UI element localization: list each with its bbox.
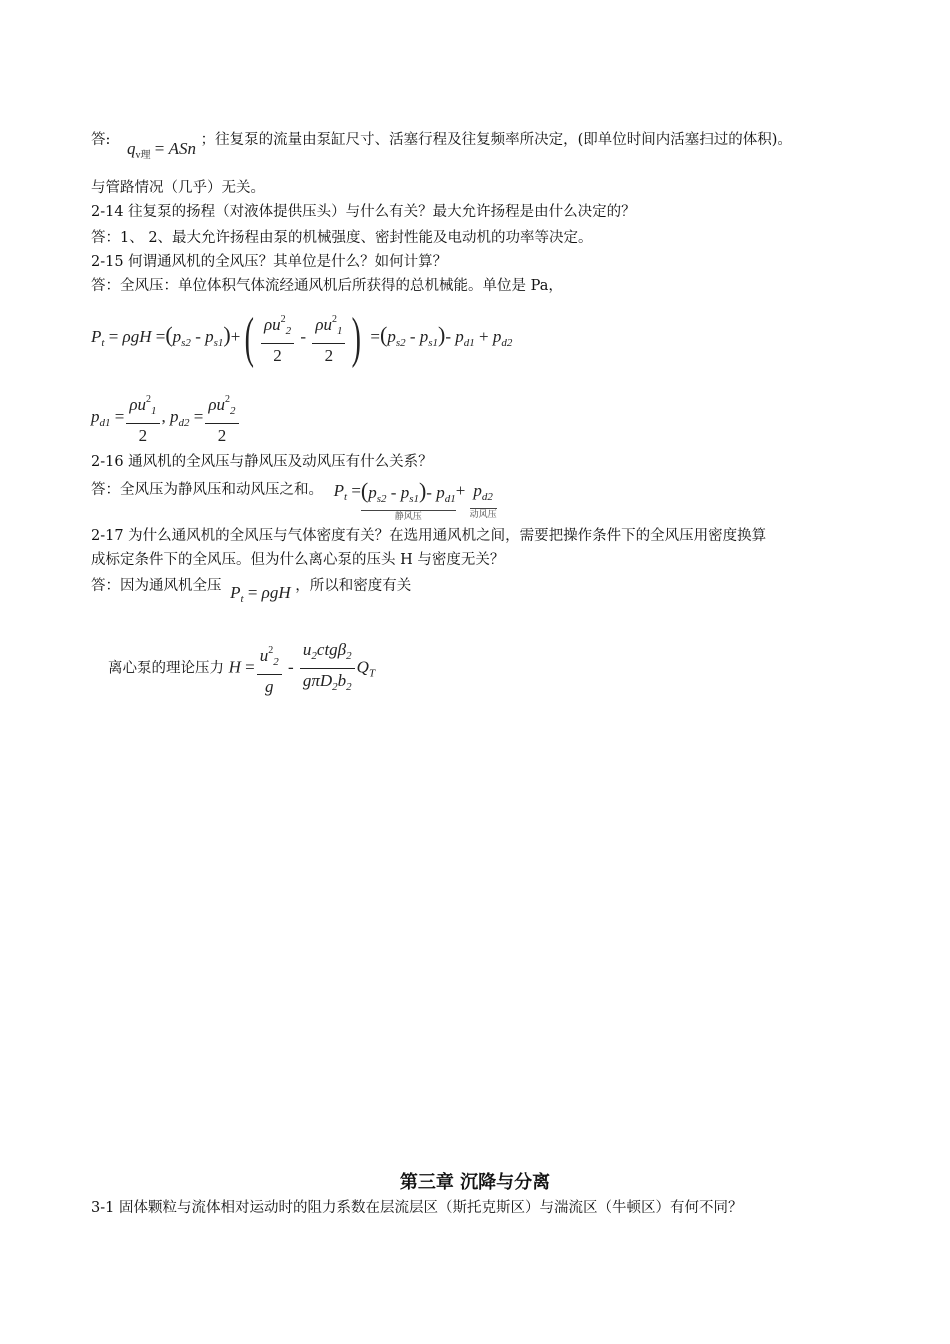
- answer-text: 答：全风压为静风压和动风压之和。: [91, 482, 323, 498]
- answer-pump: [108, 640, 375, 697]
- answer-text: 离心泵的理论压力: [108, 660, 224, 677]
- answer-2-15: 答：全风压：单位体积气体流经通风机后所获得的总机械能。单位是 Pa，: [91, 278, 563, 294]
- chapter-title: 第三章 沉降与分离: [399, 1172, 551, 1193]
- question-2-15: 2-15 何谓通风机的全风压？其单位是什么？如何计算？: [91, 254, 448, 270]
- question-2-16: 2-16 通风机的全风压与静风压及动风压有什么关系？: [91, 454, 433, 470]
- answer-text: 答：因为通风机全压: [91, 578, 222, 594]
- static-pressure-label: 静风压: [394, 512, 422, 522]
- answer-text: ；往复泵的流量由泵缸尺寸、活塞行程及往复频率所决定，(即单位时间内活塞扫过的体积)。: [200, 132, 792, 148]
- formula-dynamic-pressure: $p_{d1}$ = $\frac{\rho u^2_1}{2}$ , $p_{d2}$ = $\frac{\rho u^2_2}{2}$: [91, 390, 241, 446]
- answer-suffix: ，所以和密度有关: [295, 578, 412, 594]
- formula-total-pressure: $P_t = \rho gH =(p_{s2} - p_{s1})+$( $\frac{\rho u^2_2}{2}$ - $\frac{\rho u^2_1}{2}$ ) $=(p_{s2} - p_{s1})-$ $p_{d1} + p_{d2}$: [91, 307, 513, 369]
- formula-pump-head: H = $\frac{u^2_2}{g}$ - $\frac{u_2ctg\beta_2}{g\pi D_2b_2}$ $Q_T$: [228, 640, 376, 696]
- formula-subscript: v理: [135, 150, 151, 161]
- question-2-17-cont: 成标定条件下的全风压。但为什么离心泵的压头 H 与密度无关？: [91, 552, 505, 568]
- answer-prefix: 答:: [91, 132, 111, 148]
- text-line: 与管路情况（几乎）无关。: [91, 180, 265, 196]
- answer-line-1: [91, 130, 792, 166]
- answer-2-14: 答：1、 2、最大允许扬程由泵的机械强度、密封性能及电动机的功率等决定。: [91, 230, 593, 246]
- formula-fan-pressure: $P_t = \rho gH$: [230, 583, 291, 605]
- formula-flow-rate: $q_{v理}$ = ASn: [127, 139, 196, 161]
- answer-2-17: [91, 576, 411, 609]
- question-2-14: 2-14 往复泵的扬程（对液体提供压头）与什么有关？最大允许扬程是由什么决定的？: [91, 204, 636, 220]
- formula-pressure-sum: $P_t$ = $(p_{s2} - p_{s1})-$ $p_{d1}$ 静风压 + $p_{d2}$ 动风压: [333, 478, 497, 522]
- question-2-17: 2-17 为什么通风机的全风压与气体密度有关？在选用通风机之间，需要把操作条件下的全风压用密度换算: [91, 528, 767, 544]
- question-3-1: 3-1 固体颗粒与流体相对运动时的阻力系数在层流层区（斯托克斯区）与湍流区（牛顿区）有何不同？: [91, 1200, 743, 1216]
- answer-2-16: [91, 480, 497, 523]
- dynamic-pressure-label: 动风压: [469, 510, 497, 520]
